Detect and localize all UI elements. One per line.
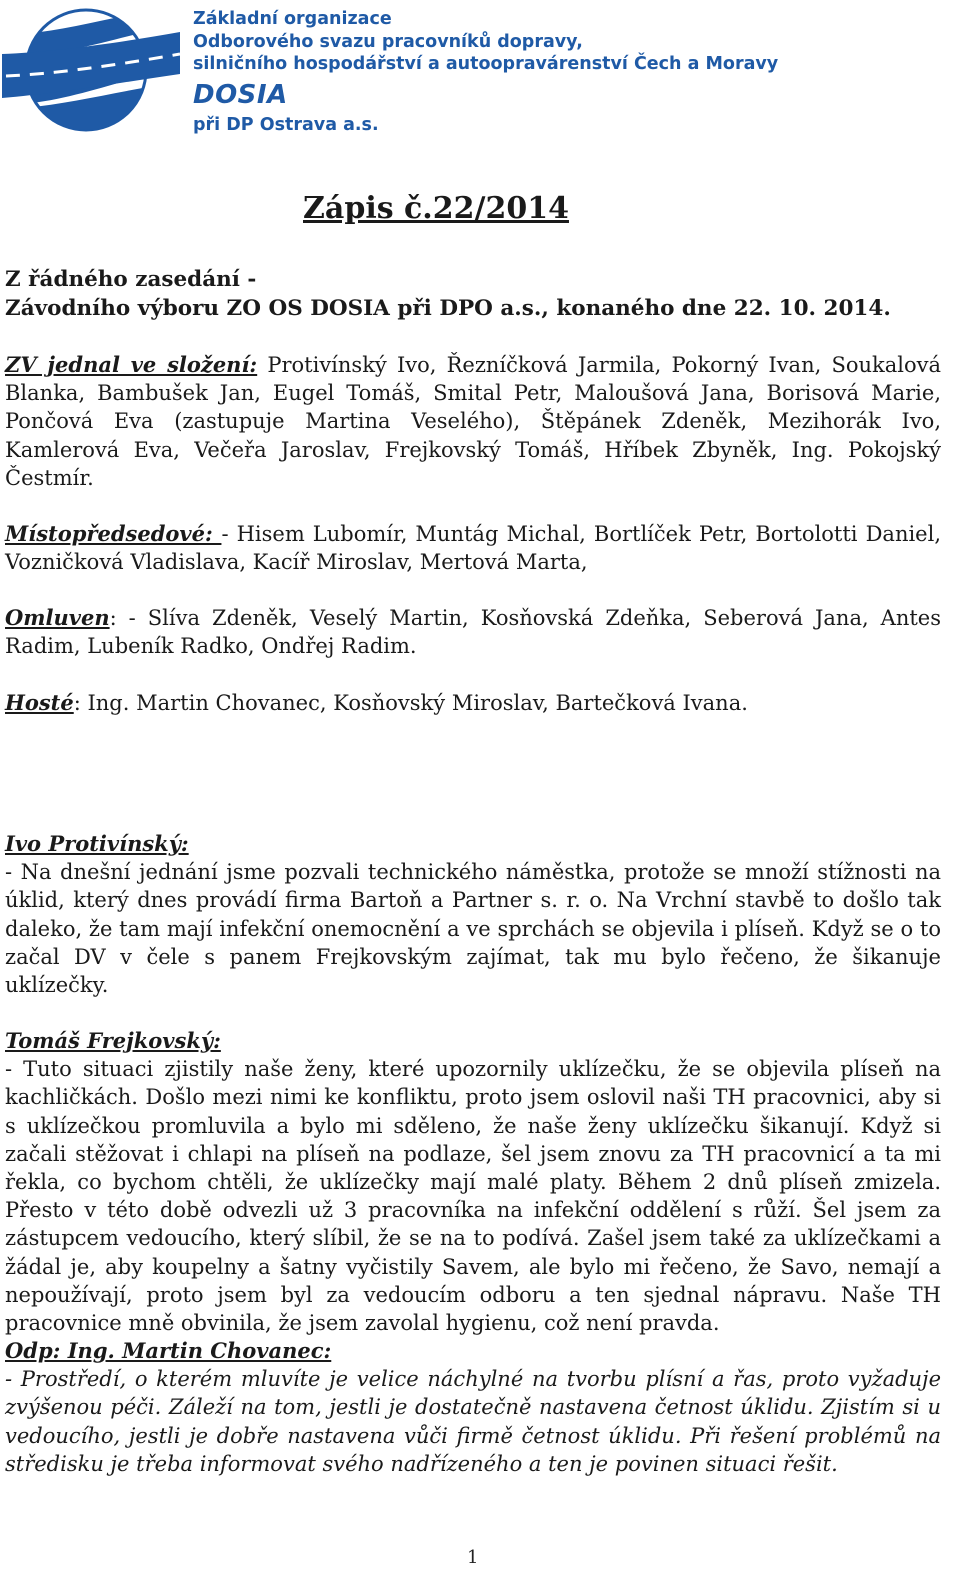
org-line-3: silničního hospodářství a autoopravárenství Čech a Moravy	[193, 54, 779, 74]
speech-chovanec-text: - Prostředí, o kterém mluvíte je velice náchylné na tvorbu plísní a řas, proto vyžaduje zvýšenou péči. Záleží na tom, jestli je dostatečně nastavena četnost úklidu. Zjistím si u vedoucího, jestli je dobře nastavena vůči firmě četnost úklidu. Při řešení problémů na středisku je třeba informovat svého nadřízeného a ten je povinen situaci řešit.	[5, 1367, 941, 1476]
org-subtitle: při DP Ostrava a.s.	[193, 114, 379, 135]
vice-chairs-label: Místopředsedové:	[5, 521, 222, 546]
speech-frejkovsky	[5, 1027, 941, 1337]
vice-chairs-paragraph	[5, 520, 941, 576]
dosia-road-globe-logo-icon	[2, 4, 180, 132]
guests-label: Hosté	[5, 690, 74, 715]
speech-protivinsky	[5, 830, 941, 999]
meeting-heading	[5, 265, 891, 323]
page-number: 1	[467, 1547, 479, 1568]
org-line-1: Základní organizace	[193, 9, 392, 29]
excused-label: Omluven	[5, 605, 110, 630]
meeting-heading-line-2: Závodního výboru ZO OS DOSIA při DPO a.s., konaného dne 22. 10. 2014.	[5, 296, 891, 321]
vice-chairs-text: - Hisem Lubomír, Muntág Michal, Bortlíček Petr, Bortolotti Daniel, Vozničková Vladislava, Kacíř Miroslav, Mertová Marta,	[5, 522, 941, 575]
guests-text: : Ing. Martin Chovanec, Kosňovský Miroslav, Bartečková Ivana.	[73, 691, 748, 715]
excused-paragraph	[5, 604, 941, 660]
document-title: Zápis č.22/2014	[303, 191, 569, 226]
speaker-frejkovsky: Tomáš Frejkovský:	[5, 1028, 221, 1053]
attendance-label: ZV jednal ve složení:	[5, 352, 258, 377]
organization-header	[193, 8, 778, 136]
attendance-text: Protivínský Ivo, Řezníčková Jarmila, Pokorný Ivan, Soukalová Blanka, Bambušek Jan, Eugel Tomáš, Smital Petr, Maloušová Jana, Borisová Marie, Pončová Eva (zastupuje Martina Veselého), Štěpánek Zdeněk, Mezihorák Ivo, Kamlerová Eva, Večeřa Jaroslav, Frejkovský Tomáš, Hříbek Zbyněk, Ing. Pokojský Čestmír.	[5, 353, 941, 490]
speaker-chovanec: Odp: Ing. Martin Chovanec:	[5, 1338, 332, 1363]
org-line-2: Odborového svazu pracovníků dopravy,	[193, 31, 583, 52]
excused-text: : - Slíva Zdeněk, Veselý Martin, Kosňovská Zdeňka, Seberová Jana, Antes Radim, Lubeník Radko, Ondřej Radim.	[5, 606, 941, 659]
speaker-protivinsky: Ivo Protivínský:	[5, 831, 189, 856]
meeting-heading-line-1: Z řádného zasedání -	[5, 267, 257, 292]
brand-name: DOSIA	[193, 79, 288, 110]
speech-frejkovsky-text: - Tuto situaci zjistily naše ženy, které upozornily uklízečku, že se objevila plíseň na kachličkách. Došlo mezi nimi ke konfliktu, proto jsem oslovil naši TH pracovnici, aby si s uklízečkou promluvila a bylo mi sděleno, že naše ženy uklízečku šikanují. Když si začali stěžovat i chlapi na plíseň na podlaze, šel jsem znovu za TH pracovnicí a ta mi řekla, co bychom chtěli, že uklízečky mají malé platy. Během 2 dnů plíseň zmizela. Přesto v této době odvezli už 3 pracovníka na infekční oddělení s růží. Šel jsem za zástupcem vedoucího, který slíbil, že se na to podívá. Zašel jsem také za uklízečkami a žádal je, aby koupelny a šatny vyčistily Savem, ale bylo mi řečeno, že Savo, nemají a nepoužívají, proto jsem byl za vedoucím odboru a ten sjednal nápravu. Naše TH pracovnice mně obvinila, že jsem zavolal hygienu, což není pravda.	[5, 1057, 941, 1336]
attendance-paragraph	[5, 351, 941, 492]
guests-paragraph	[5, 689, 941, 717]
speech-chovanec	[5, 1337, 941, 1478]
speech-protivinsky-text: - Na dnešní jednání jsme pozvali technického náměstka, protože se množí stížnosti na úklid, který dnes provádí firma Bartoň a Partner s. r. o. Na Vrchní stavbě to došlo tak daleko, že tam mají infekční onemocnění a ve sprchách se objevila i plíseň. Když se o to začal DV v čele s panem Frejkovským zajímat, tak mu bylo řečeno, že šikanuje uklízečky.	[5, 860, 941, 998]
